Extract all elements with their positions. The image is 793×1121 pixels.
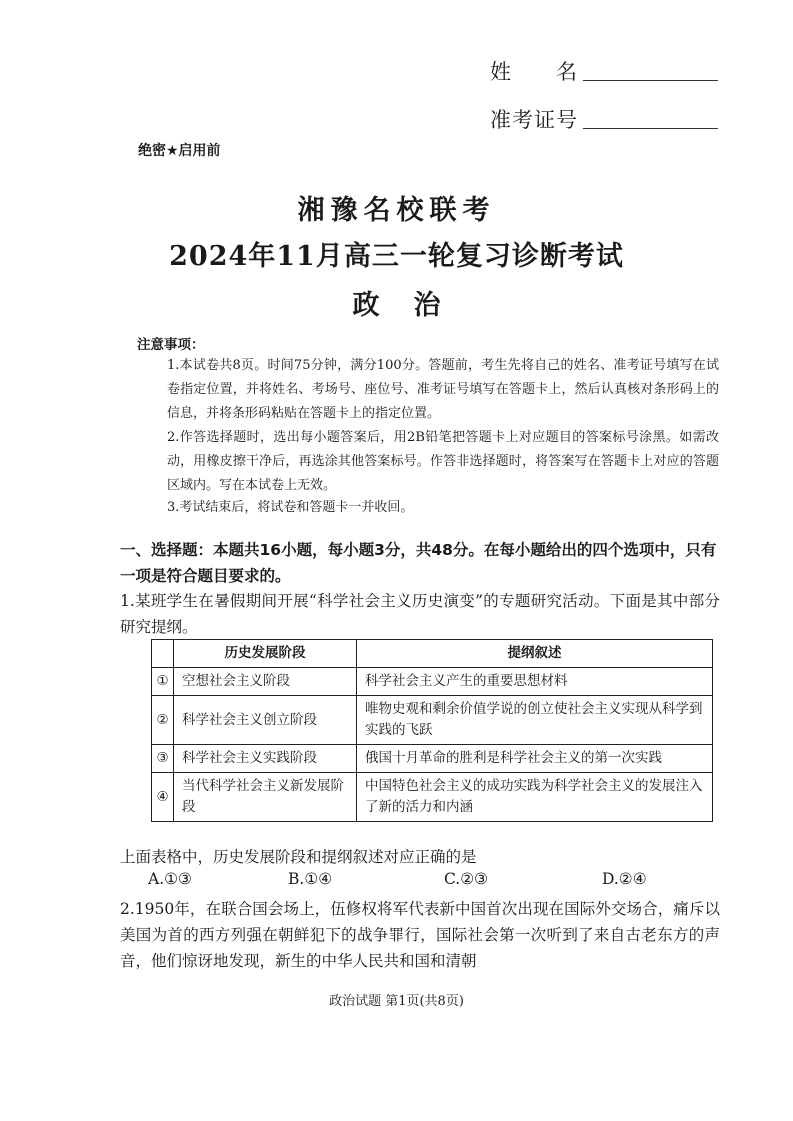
option-a[interactable]: A.①③: [148, 870, 192, 888]
notice-item-3: 3.考试结束后，将试卷和答题卡一并收回。: [167, 500, 414, 515]
exam-title-line2: 2024年11月高三一轮复习诊断考试: [169, 241, 624, 272]
name-field-line[interactable]: [583, 80, 718, 81]
table-row: [152, 668, 713, 696]
section-heading: 一、选择题：本题共16小题，每小题3分，共48分。在每小题给出的四个选项中，只有一项是符合题目要求的。: [120, 541, 717, 585]
table-header-cell: 历史发展阶段: [174, 640, 357, 668]
stage-cell: 科学社会主义创立阶段: [174, 696, 357, 745]
table-header-cell: [152, 640, 174, 668]
stage-cell: 科学社会主义实践阶段: [174, 745, 357, 773]
notice-item-1: 1.本试卷共8页。时间75分钟，满分100分。答题前，考生先将自己的姓名、准考证号填写在试卷指定位置，并将姓名、考场号、座位号、准考证号填写在答题卡上，然后认真核对条形码上的信息，并将条形码粘贴在答题卡上的指定位置。: [167, 358, 719, 421]
table-header-cell: 提纲叙述: [357, 640, 713, 668]
desc-cell: 科学社会主义产生的重要思想材料: [357, 668, 713, 696]
row-number: ②: [152, 696, 174, 745]
stage-cell: 空想社会主义阶段: [174, 668, 357, 696]
outline-table: [151, 639, 713, 822]
exam-id-field-line[interactable]: [583, 128, 718, 129]
option-c[interactable]: C.②③: [444, 870, 489, 888]
desc-cell: 唯物史观和剩余价值学说的创立使社会主义实现从科学到实践的飞跃: [357, 696, 713, 745]
exam-id-field-label: 准考证号: [490, 108, 578, 132]
stage-cell: 当代科学社会主义新发展阶段: [174, 773, 357, 822]
option-b[interactable]: B.①④: [288, 870, 333, 888]
option-d[interactable]: D.②④: [602, 870, 647, 888]
desc-cell: 中国特色社会主义的成功实践为科学社会主义的发展注入了新的活力和内涵: [357, 773, 713, 822]
row-number: ①: [152, 668, 174, 696]
question-1-stem: 1.某班学生在暑假期间开展“科学社会主义历史演变”的专题研究活动。下面是其中部分研究提纲。: [120, 592, 720, 636]
table-row: [152, 745, 713, 773]
question-1-prompt: 上面表格中，历史发展阶段和提纲叙述对应正确的是: [120, 848, 477, 866]
name-field-label: 姓 名: [490, 60, 578, 84]
desc-cell: 俄国十月革命的胜利是科学社会主义的第一次实践: [357, 745, 713, 773]
secret-mark: 绝密★启用前: [138, 143, 221, 159]
table-row: [152, 773, 713, 822]
exam-title-line1: 湘豫名校联考: [297, 195, 496, 226]
notice-item-2: 2.作答选择题时，选出每小题答案后，用2B铅笔把答题卡上对应题目的答案标号涂黑。如需改动，用橡皮擦干净后，再选涂其他答案标号。作答非选择题时，将答案写在答题卡上对应的答题区域内。写在本试卷上无效。: [167, 430, 719, 493]
subject-title: 政治: [352, 290, 475, 321]
table-row: [152, 696, 713, 745]
table-header-row: [152, 640, 713, 668]
question-2-stem: 2.1950年，在联合国会场上，伍修权将军代表新中国首次出现在国际外交场合，痛斥以美国为首的西方列强在朝鲜犯下的战争罪行，国际社会第一次听到了来自古老东方的声音，他们惊讶地发现，新生的中华人民共和国和清朝: [120, 900, 720, 970]
row-number: ④: [152, 773, 174, 822]
page-footer: 政治试题 第1页(共8页): [329, 994, 464, 1009]
notice-heading: 注意事项：: [137, 337, 205, 353]
row-number: ③: [152, 745, 174, 773]
